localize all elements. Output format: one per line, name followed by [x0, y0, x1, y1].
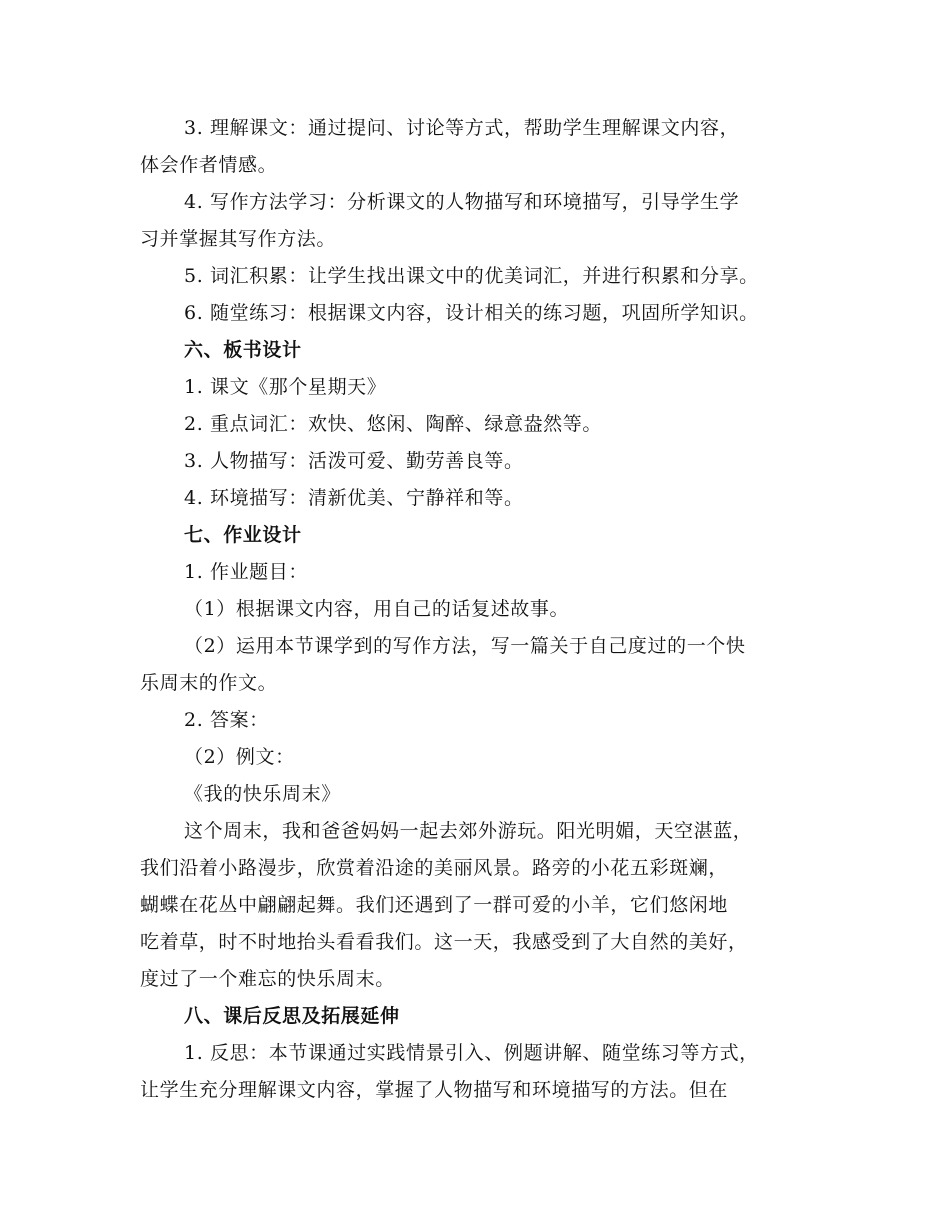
section-heading-reflection: 八、课后反思及拓展延伸 — [184, 1005, 400, 1027]
teaching-step-3-line-2: 体会作者情感。 — [140, 154, 278, 176]
section-heading-blackboard-design: 六、板书设计 — [184, 339, 302, 361]
homework-subitem-1: （1）根据课文内容，用自己的话复述故事。 — [184, 598, 570, 620]
example-essay-line-5: 度过了一个难忘的快乐周末。 — [140, 968, 395, 990]
homework-subitem-2-line-2: 乐周末的作文。 — [140, 672, 278, 694]
reflection-line-2: 让学生充分理解课文内容，掌握了人物描写和环境描写的方法。但在 — [140, 1079, 729, 1101]
blackboard-item-2: 2. 重点词汇：欢快、悠闲、陶醉、绿意盎然等。 — [184, 413, 602, 435]
teaching-step-5: 5. 词汇积累：让学生找出课文中的优美词汇，并进行积累和分享。 — [184, 265, 759, 287]
section-heading-homework-design: 七、作业设计 — [184, 524, 302, 546]
reflection-line-1: 1. 反思：本节课通过实践情景引入、例题讲解、随堂练习等方式， — [184, 1042, 759, 1064]
blackboard-item-4: 4. 环境描写：清新优美、宁静祥和等。 — [184, 487, 524, 509]
example-essay-line-1: 这个周末，我和爸爸妈妈一起去郊外游玩。阳光明媚，天空湛蓝， — [184, 820, 753, 842]
blackboard-item-3: 3. 人物描写：活泼可爱、勤劳善良等。 — [184, 450, 524, 472]
answer-subitem-2: （2）例文： — [184, 746, 295, 768]
example-essay-line-2: 我们沿着小路漫步，欣赏着沿途的美丽风景。路旁的小花五彩斑斓， — [140, 857, 729, 879]
teaching-step-4-line-2: 习并掌握其写作方法。 — [140, 228, 337, 250]
blackboard-item-1: 1. 课文《那个星期天》 — [184, 376, 387, 398]
homework-item-2: 2. 答案： — [184, 709, 269, 731]
homework-item-1: 1. 作业题目： — [184, 561, 308, 583]
teaching-step-3-line-1: 3. 理解课文：通过提问、讨论等方式，帮助学生理解课文内容， — [184, 117, 740, 139]
example-essay-line-3: 蝴蝶在花丛中翩翩起舞。我们还遇到了一群可爱的小羊，它们悠闲地 — [140, 894, 729, 916]
homework-subitem-2-line-1: （2）运用本节课学到的写作方法，写一篇关于自己度过的一个快 — [184, 635, 746, 657]
example-essay-line-4: 吃着草，时不时地抬头看看我们。这一天，我感受到了大自然的美好， — [140, 931, 748, 953]
example-essay-title: 《我的快乐周末》 — [184, 783, 341, 805]
teaching-step-4-line-1: 4. 写作方法学习：分析课文的人物描写和环境描写，引导学生学 — [184, 191, 740, 213]
teaching-step-6: 6. 随堂练习：根据课文内容，设计相关的练习题，巩固所学知识。 — [184, 302, 759, 324]
